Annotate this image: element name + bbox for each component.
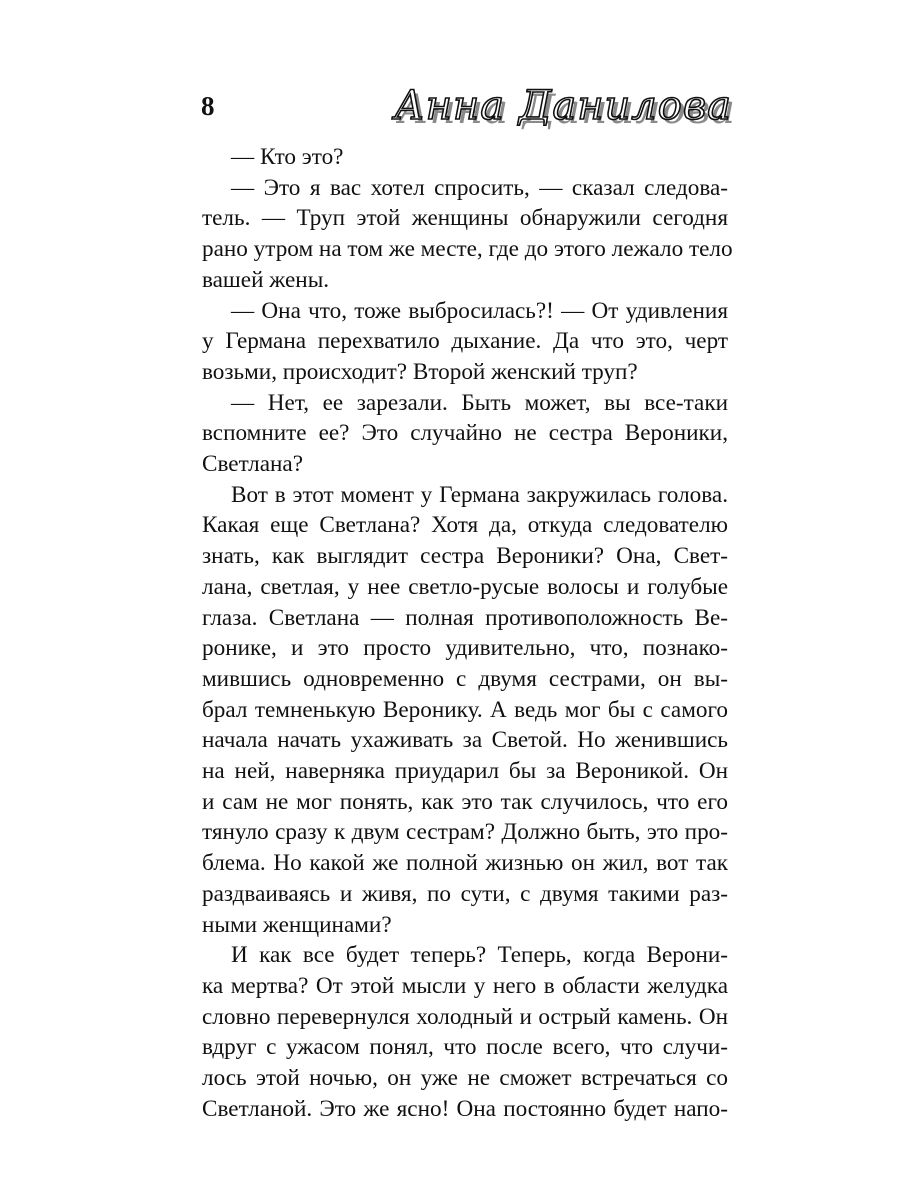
text-line: рано утром на том же месте, где до этого лежало тело <box>202 236 733 263</box>
text-line: и сам не мог понять, как это так случилось, что его <box>202 788 728 815</box>
text-line: раздваиваясь и живя, по сути, с двумя такими раз- <box>202 880 728 907</box>
text-line: Светлана? <box>202 451 303 478</box>
text-line: Светланой. Это же ясно! Она постоянно будет напо- <box>202 1095 728 1122</box>
paragraph <box>202 388 728 480</box>
text-line: ронике, и это просто удивительно, что, познако- <box>202 635 728 662</box>
text-line: блема. Но какой же полной жизнью он жил, вот так <box>202 850 728 877</box>
text-line: вдруг с ужасом понял, что после всего, что случи- <box>202 1034 728 1061</box>
text-line: Какая еще Светлана? Хотя да, откуда следователю <box>202 512 728 539</box>
paragraph <box>202 940 728 1124</box>
body-text <box>202 142 733 1125</box>
text-line: ными женщинами? <box>202 911 392 938</box>
text-line: вашей жены. <box>202 266 330 293</box>
text-line: словно перевернулся холодный и острый камень. Он <box>202 1003 728 1030</box>
text-line: лана, светлая, у нее светло-русые волосы и голубые <box>202 573 728 600</box>
paragraph <box>202 480 728 941</box>
text-line: брал темненькую Веронику. А ведь мог бы с самого <box>202 696 728 723</box>
text-line: возьми, происходит? Второй женский труп? <box>202 358 638 385</box>
text-line: на ней, наверняка приударил бы за Вероникой. Он <box>202 758 728 785</box>
text-line: — Кто это? <box>231 144 344 170</box>
paragraph <box>202 173 733 296</box>
paragraph <box>202 142 728 173</box>
text-line: тянуло сразу к двум сестрам? Должно быть, это про- <box>202 819 728 846</box>
text-line: начала начать ухаживать за Светой. Но женившись <box>202 727 728 754</box>
paragraph <box>202 296 728 388</box>
text-line: мившись одновременно с двумя сестрами, он вы- <box>202 665 728 692</box>
text-line: — Она что, тоже выбросилась?! — От удивления <box>231 297 728 324</box>
running-head-author: Анна Данилова <box>394 83 732 129</box>
text-line: у Германа перехватило дыхание. Да что это, черт <box>202 328 728 355</box>
text-line: Вот в этот момент у Германа закружилась голова. <box>231 481 728 508</box>
text-line: глаза. Светлана — полная противоположность Ве- <box>202 604 728 631</box>
page-number: 8 <box>201 91 215 121</box>
text-line: вспомните ее? Это случайно не сестра Вероники, <box>202 420 728 447</box>
text-line: тель. — Труп этой женщины обнаружили сегодня <box>202 205 728 232</box>
text-line: И как все будет теперь? Теперь, когда Верони- <box>231 942 728 969</box>
text-line: ка мертва? От этой мысли у него в области желудка <box>202 972 728 999</box>
text-line: — Это я вас хотел спросить, — сказал следова- <box>231 174 728 201</box>
text-line: знать, как выглядит сестра Вероники? Она, Свет- <box>202 543 728 570</box>
text-line: лось этой ночью, он уже не сможет встречаться со <box>202 1065 728 1092</box>
text-line: — Нет, ее зарезали. Быть может, вы все-таки <box>231 389 728 416</box>
